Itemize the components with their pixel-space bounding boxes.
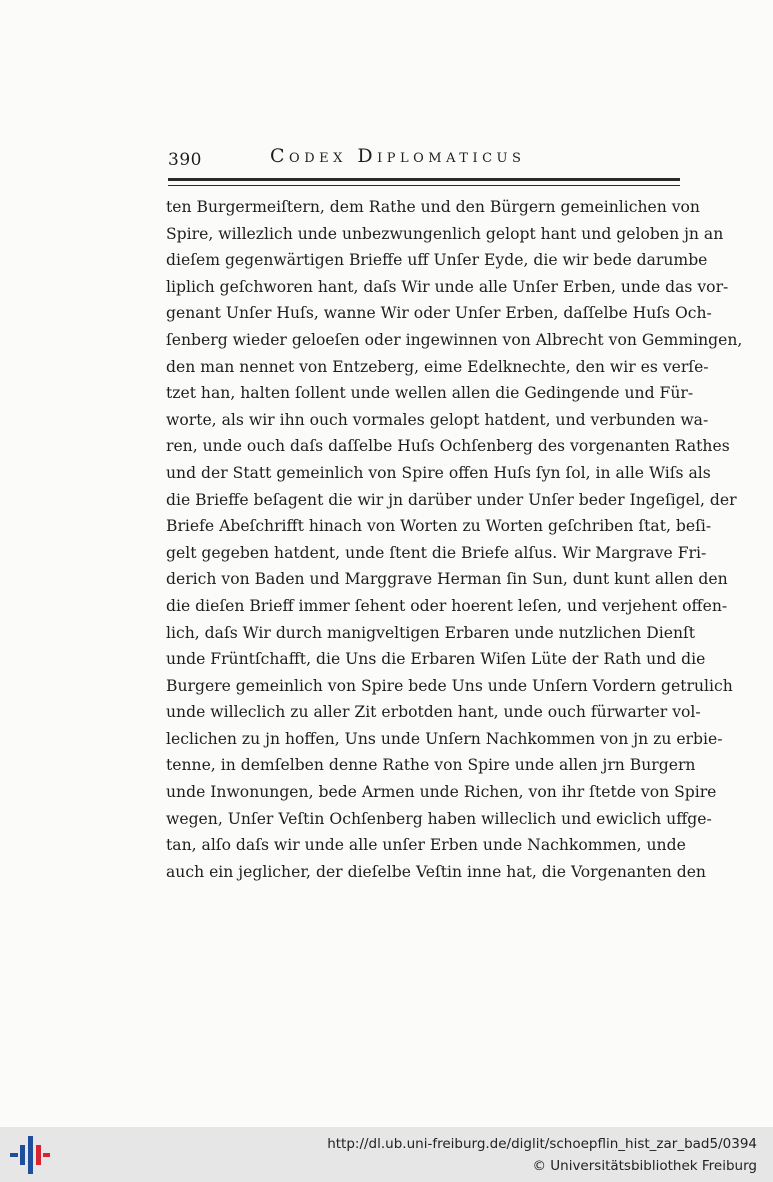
text-line: auch ein jeglicher, der dieſelbe Veſtin inne hat, die Vorgenanten den xyxy=(166,862,706,881)
text-line: lich, daſs Wir durch manigveltigen Erbaren unde nutzlichen Dienſt xyxy=(166,623,696,642)
page-number: 390 xyxy=(168,150,202,170)
viewer-footer xyxy=(0,1127,773,1182)
text-line: unde Früntſchafft, die Uns die Erbaren Wiſen Lüte der Rath und die xyxy=(166,650,706,669)
text-line: genant Unſer Huſs, wanne Wir oder Unſer Erben, daſſelbe Huſs Och- xyxy=(166,304,712,323)
body-text xyxy=(166,194,743,885)
text-line: und der Statt gemeinlich von Spire offen Huſs ſyn ſol, in alle Wiſs als xyxy=(166,463,711,482)
copyright-notice: © Universitätsbibliothek Freiburg xyxy=(532,1158,757,1174)
text-line: derich von Baden und Marggrave Herman ſin Sun, dunt kunt allen den xyxy=(166,570,728,589)
text-line: Briefe Abeſchrifft hinach von Worten zu Worten geſchriben ſtat, beſi- xyxy=(166,517,712,536)
text-line: ten Burgermeiſtern, dem Rathe und den Bürgern gemeinlichen von xyxy=(166,198,700,216)
text-line: liplich geſchworen hant, daſs Wir unde alle Unſer Erben, unde das vor- xyxy=(166,277,729,296)
ub-freiburg-logo-icon xyxy=(10,1136,50,1174)
text-line: den man nennet von Entzeberg, eime Edelknechte, den wir es verſe- xyxy=(166,357,709,376)
text-line: gelt gegeben hatdent, unde ſtent die Briefe alſus. Wir Margrave Fri- xyxy=(166,543,707,562)
text-line: dieſem gegenwärtigen Brieffe uff Unſer Eyde, die wir bede darumbe xyxy=(166,251,708,270)
text-line: die dieſen Brieff immer ſehent oder hoerent leſen, und verjehent offen- xyxy=(166,596,728,615)
text-line: wegen, Unſer Veſtin Ochſenberg haben willeclich und ewiclich uffge- xyxy=(166,809,712,828)
document-url-link[interactable]: http://dl.ub.uni-freiburg.de/diglit/schoepflin_hist_zar_bad5/0394 xyxy=(327,1136,757,1152)
text-line: tenne, in demſelben denne Rathe von Spire unde allen jrn Burgern xyxy=(166,756,696,775)
text-line: Burgere gemeinlich von Spire bede Uns unde Unſern Vordern getrulich xyxy=(166,676,733,695)
header-rule-thin xyxy=(168,185,680,186)
text-line: worte, als wir ihn ouch vormales gelopt hatdent, und verbunden wa- xyxy=(166,410,709,429)
text-line: ren, unde ouch daſs daſſelbe Huſs Ochſenberg des vorgenanten Rathes xyxy=(166,437,730,456)
text-line: tan, alſo daſs wir unde alle unſer Erben unde Nachkommen, unde xyxy=(166,836,686,855)
text-line: tzet han, halten ſollent unde wellen allen die Gedingende und Für- xyxy=(166,384,694,403)
text-line: unde Inwonungen, bede Armen unde Richen, von ihr ſtetde von Spire xyxy=(166,783,717,802)
text-line: unde willeclich zu aller Zit erbotden hant, unde ouch fürwarter vol- xyxy=(166,703,701,722)
running-title: Codex Diplomaticus xyxy=(270,145,526,167)
header-rule-thick xyxy=(168,178,680,181)
text-line: leclichen zu jn hoffen, Uns unde Unſern Nachkommen von jn zu erbie- xyxy=(166,729,723,748)
text-line: ſenberg wieder geloeſen oder ingewinnen von Albrecht von Gemmingen, xyxy=(166,330,743,349)
text-line: die Brieffe beſagent die wir jn darüber under Unſer beder Ingeſigel, der xyxy=(166,490,737,509)
text-line: Spire, willezlich unde unbezwungenlich gelopt hant und geloben jn an xyxy=(166,224,724,243)
